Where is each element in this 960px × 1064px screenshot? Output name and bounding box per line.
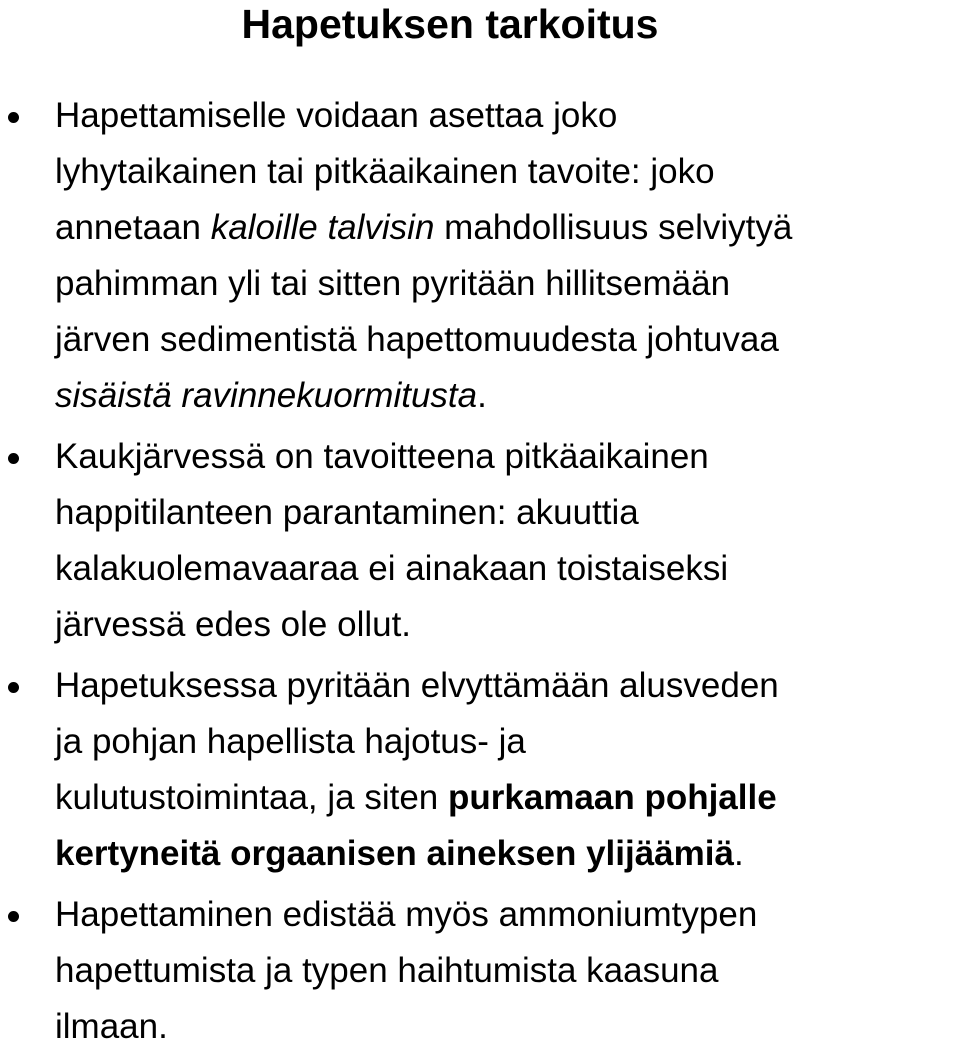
text-run: järven sedimentistä hapettomuudesta johtuvaa xyxy=(55,320,779,359)
bullet-item-2 xyxy=(0,429,960,653)
bullet-item-3 xyxy=(0,658,960,882)
text-line xyxy=(55,368,952,424)
text-line xyxy=(55,943,952,999)
bullet-list xyxy=(0,88,960,1055)
text-line xyxy=(55,541,952,597)
text-line xyxy=(55,770,952,826)
slide-title: Hapetuksen tarkoitus xyxy=(241,1,659,47)
text-line xyxy=(55,658,952,714)
text-line xyxy=(55,887,952,943)
bullet-item-1 xyxy=(0,88,960,424)
italic-text-run: kaloille talvisin xyxy=(210,208,435,247)
text-run: Hapetuksessa pyritään elvyttämään alusveden xyxy=(55,666,779,705)
text-run: ilmaan. xyxy=(55,1007,168,1046)
text-line xyxy=(55,429,952,485)
bullet-icon xyxy=(8,453,19,464)
text-line xyxy=(55,714,952,770)
text-run: pahimman yli tai sitten pyritään hillitsemään xyxy=(55,264,731,303)
text-run: ja pohjan hapellista hajotus- ja xyxy=(55,722,526,761)
text-run: kulutustoimintaa, ja siten xyxy=(55,778,448,817)
bold-text-run: purkamaan pohjalle xyxy=(447,778,777,817)
text-run: lyhytaikainen tai pitkäaikainen tavoite: joko xyxy=(55,152,715,191)
text-line xyxy=(55,312,952,368)
bullet-icon xyxy=(8,911,19,922)
text-run: Hapettamiselle voidaan asettaa joko xyxy=(55,96,618,135)
text-run: kalakuolemavaaraa ei ainakaan toistaiseksi xyxy=(55,549,729,588)
text-line xyxy=(55,256,952,312)
text-run: happitilanteen parantaminen: akuuttia xyxy=(55,493,639,532)
text-line xyxy=(55,999,952,1055)
text-line xyxy=(55,88,952,144)
text-line xyxy=(55,597,952,653)
italic-text-run: sisäistä ravinnekuormitusta xyxy=(55,376,478,415)
text-run: . xyxy=(477,376,487,415)
text-run: hapettumista ja typen haihtumista kaasuna xyxy=(55,951,719,990)
text-line xyxy=(55,485,952,541)
bullet-icon xyxy=(8,682,19,693)
text-run: mahdollisuus selviytyä xyxy=(434,208,793,247)
text-line xyxy=(55,144,952,200)
text-run: järvessä edes ole ollut. xyxy=(55,605,412,644)
text-run: . xyxy=(733,834,744,873)
bullet-icon xyxy=(8,112,19,123)
bold-text-run: kertyneitä orgaanisen aineksen ylijäämiä xyxy=(55,834,734,873)
bullet-item-4 xyxy=(0,887,960,1055)
text-run: annetaan xyxy=(55,208,211,247)
text-line xyxy=(55,826,952,882)
text-line xyxy=(55,200,952,256)
text-run: Kaukjärvessä on tavoitteena pitkäaikainen xyxy=(55,437,709,476)
text-run: Hapettaminen edistää myös ammoniumtypen xyxy=(55,895,758,934)
